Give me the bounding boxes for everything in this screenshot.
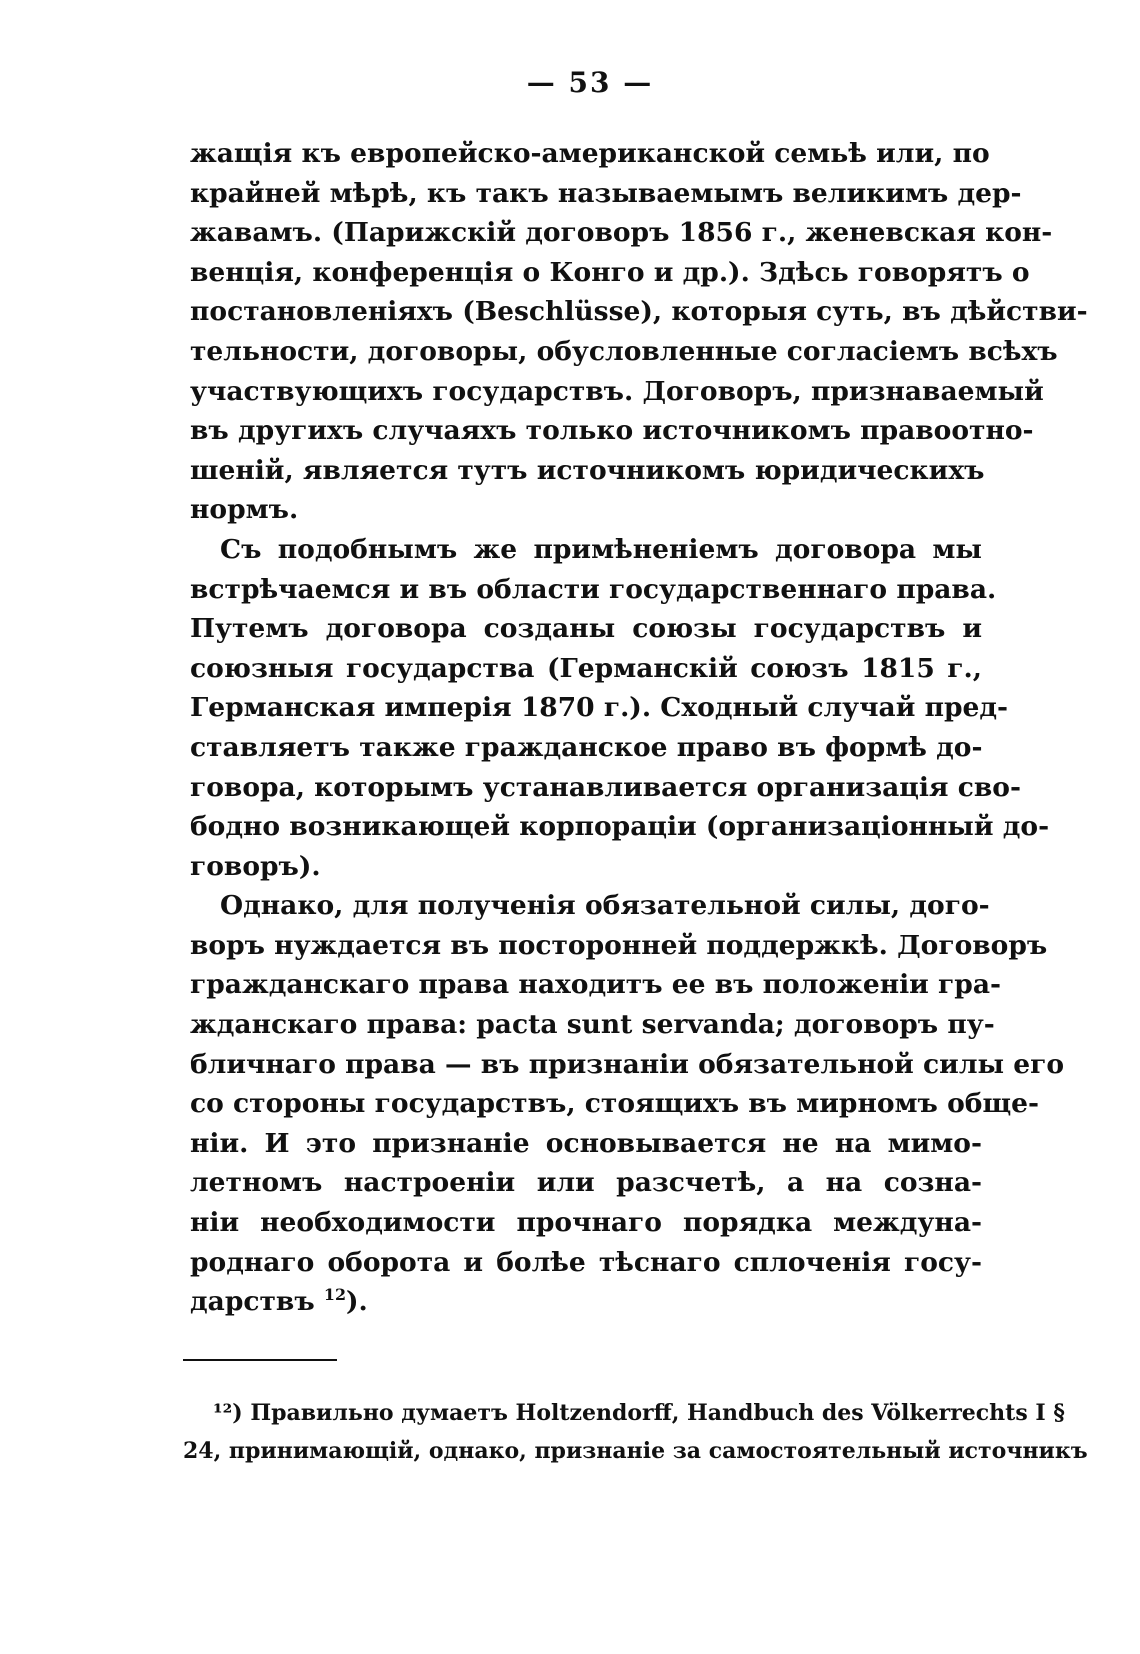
paragraph — [190, 134, 1088, 530]
text-line: роднаго оборота и болѣе тѣснаго сплоченія госу- — [190, 1246, 982, 1278]
text-line: жданскаго права: pacta sunt servanda; договоръ пу- — [190, 1009, 995, 1041]
text-line: говоръ). — [190, 850, 321, 882]
text-line: бодно возникающей корпораціи (организаціонный до- — [190, 811, 1050, 843]
footnote-marker: ¹²) — [213, 1400, 243, 1426]
footnote-reference[interactable]: 12 — [323, 1285, 347, 1305]
text-line: бличнаго права — въ признаніи обязательной силы его — [190, 1048, 1065, 1080]
footnote — [183, 1394, 1088, 1470]
text-line: летномъ настроеніи или разсчетѣ, а на созна- — [190, 1167, 982, 1199]
text-line: Германская имперія 1870 г.). Сходный случай пред- — [190, 692, 1009, 724]
text-line: Путемъ договора созданы союзы государствъ и — [190, 613, 982, 645]
text-line: шеній, является тутъ источникомъ юридическихъ — [190, 454, 985, 486]
footnote-divider — [183, 1359, 337, 1361]
text-line: Однако, для полученія обязательной силы, дого- — [220, 890, 990, 922]
text-line: нормъ. — [190, 494, 299, 526]
text-line: ніи необходимости прочнаго порядка междуна- — [190, 1207, 982, 1239]
text-line: венція, конференція о Конго и др.). Здѣсь говорятъ о — [190, 256, 1030, 288]
text-line: ставляетъ также гражданское право въ формѣ до- — [190, 731, 983, 763]
paragraph — [190, 530, 1050, 886]
text-line: со стороны государствъ, стоящихъ въ мирномъ обще- — [190, 1088, 1039, 1120]
footnote-line: 24, принимающій, однако, признаніе за самостоятельный источникъ — [183, 1438, 1088, 1464]
footnote-text: Правильно думаетъ Holtzendorff, Handbuch des Völkerrechts I § — [250, 1400, 1065, 1426]
text-line: воръ нуждается въ посторонней поддержкѣ. Договоръ — [190, 929, 1048, 961]
text-line: жащія къ европейско-американской семьѣ или, по — [190, 138, 990, 169]
text-line: въ другихъ случаяхъ только источникомъ правоотно- — [190, 415, 1034, 447]
text-line: жавамъ. (Парижскій договоръ 1856 г., женевская кон- — [190, 217, 1053, 249]
text-line: ніи. И это признаніе основывается не на мимо- — [190, 1127, 982, 1159]
footnote-line — [183, 1394, 1065, 1432]
text-line: крайней мѣрѣ, къ такъ называемымъ великимъ дер- — [190, 177, 1022, 209]
text-line: союзныя государства (Германскій союзъ 1815 г., — [190, 652, 982, 684]
main-text — [190, 134, 1088, 1322]
text-line: постановленіяхъ (Beschlüsse), которыя суть, въ дѣйстви- — [190, 296, 1088, 328]
text-line: тельности, договоры, обусловленные согласіемъ всѣхъ — [190, 335, 1058, 367]
text-line: встрѣчаемся и въ области государственнаго права. — [190, 573, 997, 605]
text-line — [190, 1282, 982, 1322]
text-line: участвующихъ государствъ. Договоръ, признаваемый — [190, 375, 1044, 407]
page-number: — 53 — — [526, 66, 654, 99]
text-fragment: дарствъ — [190, 1286, 324, 1318]
text-line: говора, которымъ устанавливается организація сво- — [190, 771, 1021, 803]
text-fragment: ). — [346, 1286, 368, 1318]
paragraph — [190, 886, 1065, 1322]
text-line: гражданскаго права находитъ ее въ положеніи гра- — [190, 969, 1001, 1001]
text-line: Съ подобнымъ же примѣненіемъ договора мы — [220, 533, 982, 565]
